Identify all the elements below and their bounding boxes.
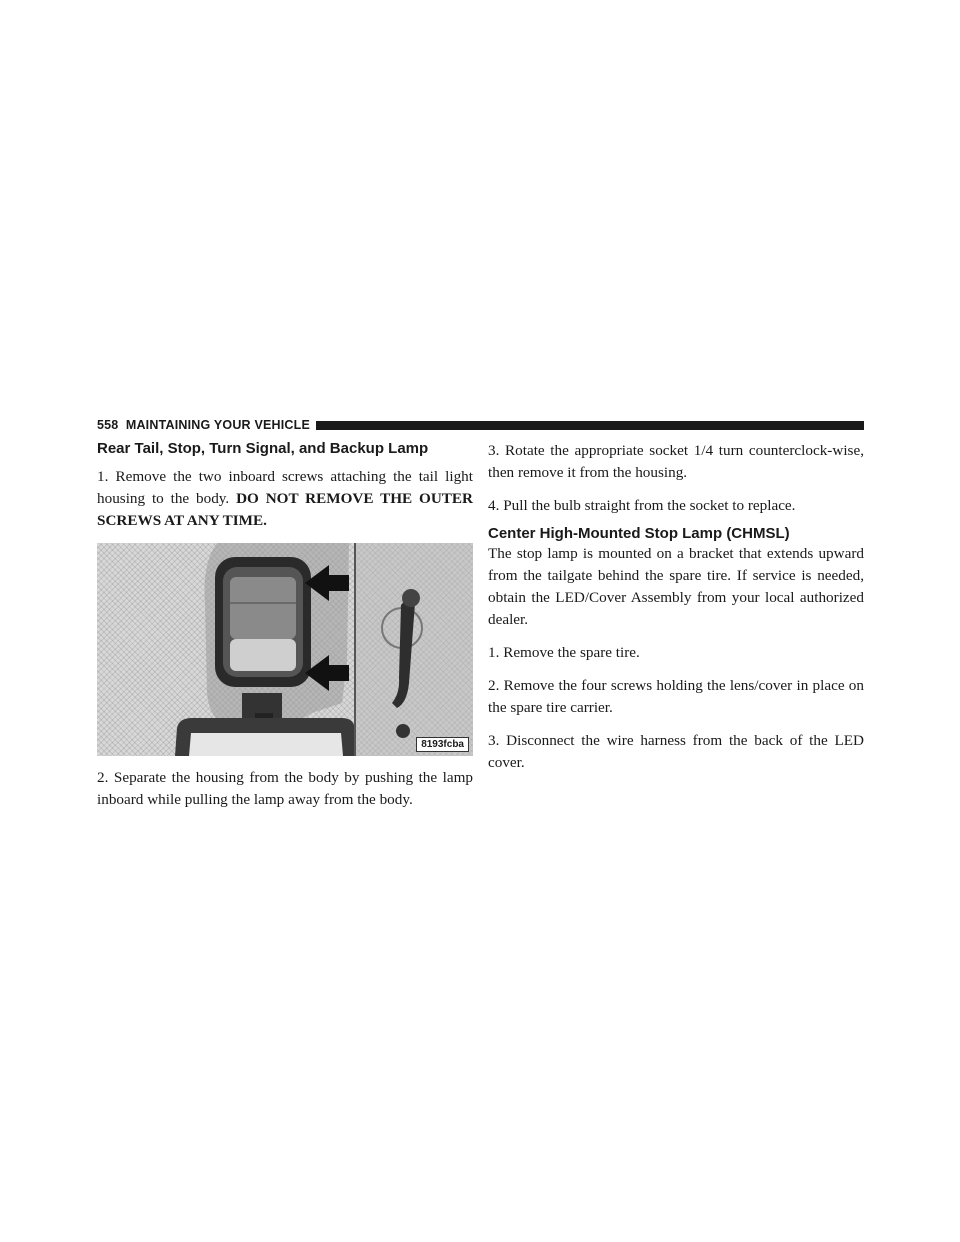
page-header-text	[97, 419, 316, 432]
chmsl-heading: Center High-Mounted Stop Lamp (CHMSL)	[488, 525, 790, 542]
step-2-paragraph: 2. Separate the housing from the body by pushing the lamp inboard while pulling the lamp away from the body.	[97, 769, 473, 808]
header-rule	[316, 421, 864, 430]
figure-code-label: 8193fcba	[416, 737, 469, 752]
section-title: MAINTAINING YOUR VEHICLE	[125, 418, 311, 432]
tail-lamp-heading: Rear Tail, Stop, Turn Signal, and Backup Lamp	[97, 440, 429, 457]
step-4-paragraph: 4. Pull the bulb straight from the socket to replace.	[488, 497, 796, 514]
chmsl-step-2: 2. Remove the four screws holding the lens/cover in place on the spare tire carrier.	[488, 677, 864, 716]
step-1-warning: DO NOT REMOVE THE OUTER SCREWS AT ANY TIME.	[97, 490, 474, 529]
page-number: 558	[97, 418, 119, 432]
step-1-text: 1. Remove the two inboard screws attaching the tail light housing to the body.	[97, 468, 473, 507]
page-header	[97, 419, 864, 432]
right-column	[488, 440, 864, 774]
chmsl-intro-paragraph: The stop lamp is mounted on a bracket that extends upward from the tailgate behind the spare tire. If service is needed, obtain the LED/Cover Assembly from your local authorized dealer.	[488, 545, 864, 628]
tail-lamp-figure	[97, 543, 473, 756]
step-3-paragraph: 3. Rotate the appropriate socket 1/4 turn counterclock-wise, then remove it from the housing.	[488, 442, 864, 481]
left-column	[97, 440, 473, 811]
step-1-paragraph	[97, 466, 473, 532]
chmsl-step-3: 3. Disconnect the wire harness from the back of the LED cover.	[488, 732, 864, 771]
chmsl-step-1: 1. Remove the spare tire.	[488, 644, 640, 661]
tail-lamp-illustration	[97, 543, 473, 756]
